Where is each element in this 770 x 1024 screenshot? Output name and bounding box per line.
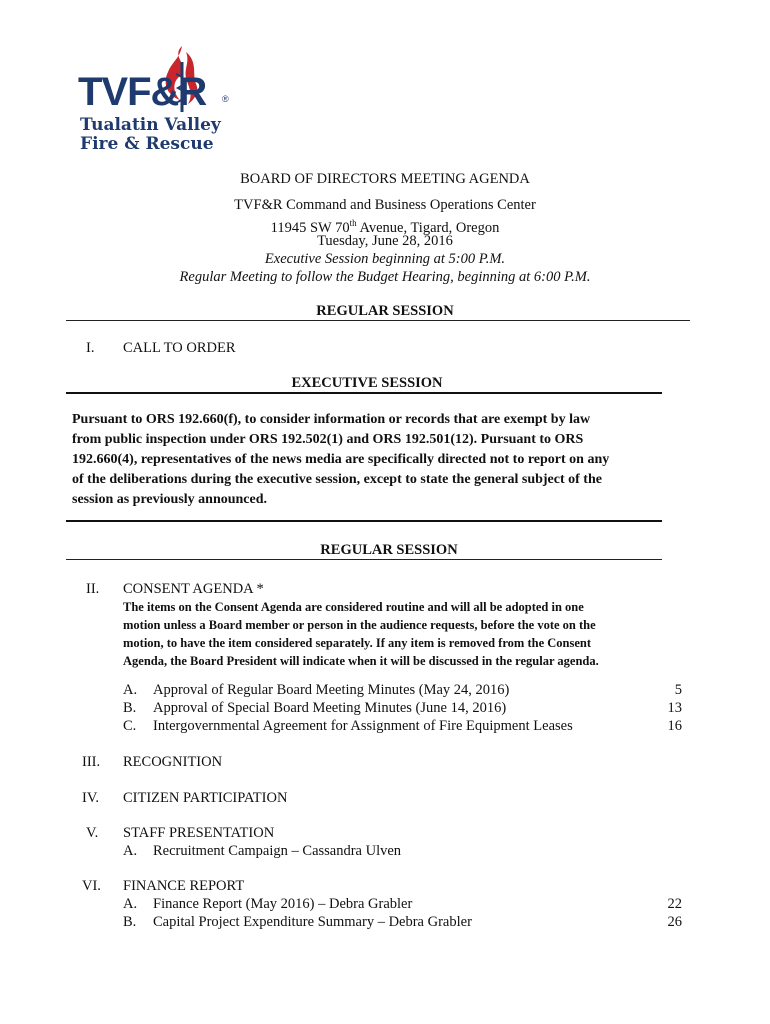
subitem-letter: C. <box>123 718 137 734</box>
logo-line-1: Tualatin Valley <box>80 115 221 135</box>
address-post: Avenue, Tigard, Oregon <box>356 219 500 236</box>
address-pre: 11945 SW 70 <box>270 219 350 236</box>
note-line: Agenda, the Board President will indicate when it will be discussed in the regular agenda. <box>123 654 599 668</box>
item-numeral: I. <box>86 340 95 356</box>
subitem-text: Approval of Special Board Meeting Minutes (June 14, 2016) <box>153 700 507 716</box>
item-numeral: VI. <box>82 878 101 894</box>
logo-line-2: Fire & Rescue <box>80 134 214 154</box>
location: TVF&R Command and Business Operations Center <box>234 197 536 213</box>
paragraph-line: Pursuant to ORS 192.660(f), to consider information or records that are exempt by law <box>72 412 591 427</box>
page-number: 22 <box>667 896 682 912</box>
item-staff-presentation: STAFF PRESENTATION <box>123 825 275 841</box>
item-numeral: II. <box>86 581 100 597</box>
paragraph-line: from public inspection under ORS 192.502(1) and ORS 192.501(12). Pursuant to ORS <box>72 432 584 447</box>
subitem-letter: A. <box>123 682 138 698</box>
executive-session-paragraph <box>72 410 662 510</box>
note-line: The items on the Consent Agenda are considered routine and will all be adopted in one <box>123 600 584 614</box>
logo <box>74 44 234 156</box>
regular-session-heading-2: REGULAR SESSION <box>320 542 458 558</box>
regular-session-heading: REGULAR SESSION <box>316 303 454 319</box>
divider <box>66 520 662 522</box>
subitem-text: Approval of Regular Board Meeting Minutes (May 24, 2016) <box>153 682 510 698</box>
agenda-title: BOARD OF DIRECTORS MEETING AGENDA <box>240 171 530 187</box>
executive-session-time: Executive Session beginning at 5:00 P.M. <box>264 251 506 267</box>
item-consent-agenda: CONSENT AGENDA * <box>123 581 264 597</box>
subitem-text: Recruitment Campaign – Cassandra Ulven <box>153 843 402 859</box>
note-line: motion unless a Board member or person in the audience requests, before the vote on the <box>123 618 596 632</box>
item-call-to-order: CALL TO ORDER <box>123 340 236 356</box>
subitem-letter: B. <box>123 914 137 930</box>
subitem-letter: B. <box>123 700 137 716</box>
paragraph-line: of the deliberations during the executive session, except to state the general subject of the <box>72 472 602 487</box>
subitem-letter: A. <box>123 896 138 912</box>
divider <box>66 559 662 560</box>
page-number: 13 <box>667 700 682 716</box>
item-recognition: RECOGNITION <box>123 754 223 770</box>
item-citizen-participation: CITIZEN PARTICIPATION <box>123 790 288 806</box>
divider <box>66 320 690 321</box>
divider <box>66 392 662 394</box>
item-numeral: V. <box>86 825 99 841</box>
subitem-text: Capital Project Expenditure Summary – Debra Grabler <box>153 914 472 930</box>
page-number: 16 <box>667 718 682 734</box>
consent-agenda-note <box>123 598 663 670</box>
executive-session-heading: EXECUTIVE SESSION <box>291 375 443 391</box>
paragraph-line: session as previously announced. <box>72 492 268 507</box>
address-sup: th <box>349 218 357 228</box>
paragraph-line: 192.660(4), representatives of the news media are specifically directed not to report on any <box>72 452 610 467</box>
item-numeral: III. <box>82 754 101 770</box>
meeting-date: Tuesday, June 28, 2016 <box>317 233 453 249</box>
page-number: 26 <box>667 914 682 930</box>
item-finance-report: FINANCE REPORT <box>123 878 245 894</box>
item-numeral: IV. <box>82 790 100 806</box>
subitem-letter: A. <box>123 843 138 859</box>
registered-mark: ® <box>222 94 229 104</box>
regular-meeting-time: Regular Meeting to follow the Budget Hearing, beginning at 6:00 P.M. <box>179 269 591 285</box>
logo-wordmark: TVF&R <box>78 70 207 114</box>
note-line: motion, to have the item considered separately. If any item is removed from the Consent <box>123 636 591 650</box>
subitem-text: Finance Report (May 2016) – Debra Grabler <box>153 896 413 912</box>
page-number: 5 <box>674 682 682 698</box>
subitem-text: Intergovernmental Agreement for Assignment of Fire Equipment Leases <box>153 718 573 734</box>
